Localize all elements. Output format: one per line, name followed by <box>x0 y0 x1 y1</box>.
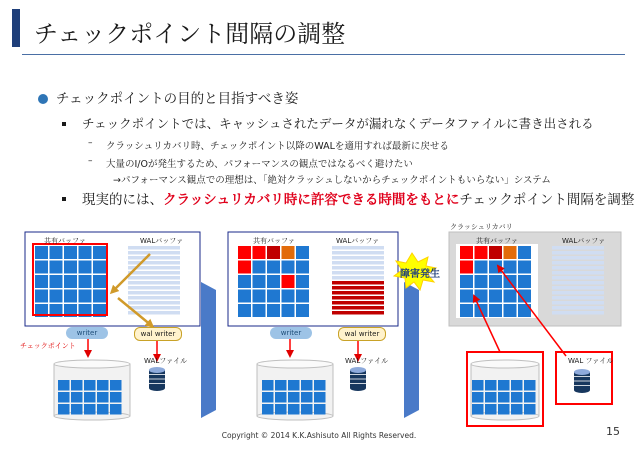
buffer-block <box>282 304 295 317</box>
wal-record <box>128 256 180 260</box>
buffer-block <box>301 404 313 415</box>
wal-buffer-label: WALバッファ <box>562 237 606 245</box>
checkpoint-label: チェックポイント <box>20 342 76 350</box>
buffer-block <box>253 304 266 317</box>
buffer-block <box>253 246 266 259</box>
wal-record <box>552 286 604 290</box>
buffer-block <box>511 404 523 415</box>
writer-process: writer <box>66 327 108 339</box>
buffer-block <box>267 275 280 288</box>
buffer-block <box>35 275 48 288</box>
buffer-block <box>275 380 287 391</box>
buffer-block <box>504 261 517 274</box>
buffer-block <box>296 290 309 303</box>
wal-file-icon <box>574 369 590 393</box>
wal-writer-process: wal writer <box>338 327 386 341</box>
buffer-block <box>35 290 48 303</box>
wal-can-top <box>350 367 366 373</box>
wal-record <box>128 261 180 265</box>
wal-record <box>552 266 604 270</box>
buffer-block <box>475 246 488 259</box>
buffer-block <box>282 290 295 303</box>
failure-label: 障害発生 <box>400 269 440 280</box>
wal-record <box>332 256 384 260</box>
buffer-block <box>50 246 63 259</box>
buffer-block <box>253 275 266 288</box>
buffer-block <box>498 392 510 403</box>
buffer-block <box>71 404 83 415</box>
buffer-block <box>485 380 497 391</box>
buffer-block <box>498 380 510 391</box>
buffer-block <box>475 275 488 288</box>
buffer-block <box>267 261 280 274</box>
wal-record <box>552 246 604 250</box>
buffer-block <box>58 404 70 415</box>
buffer-block <box>58 392 70 403</box>
buffer-block <box>93 261 106 274</box>
buffer-block <box>511 380 523 391</box>
wal-record <box>128 301 180 305</box>
buffer-block <box>296 304 309 317</box>
buffer-block <box>472 380 484 391</box>
buffer-block <box>511 392 523 403</box>
chevron-icon <box>404 282 419 418</box>
wal-record <box>552 271 604 275</box>
buffer-block <box>267 246 280 259</box>
shared-buffer-label: 共有バッファ <box>476 237 518 245</box>
buffer-block <box>518 246 531 259</box>
wal-record <box>552 281 604 285</box>
wal-record <box>128 296 180 300</box>
wal-writer-process: wal writer <box>134 327 182 341</box>
chevron-icon <box>201 282 216 418</box>
shared-buffer-label: 共有バッファ <box>44 237 86 245</box>
buffer-block <box>238 304 251 317</box>
buffer-block <box>301 392 313 403</box>
buffer-block <box>110 392 122 403</box>
buffer-block <box>267 304 280 317</box>
buffer-block <box>262 392 274 403</box>
wal-record <box>128 291 180 295</box>
wal-record <box>128 281 180 285</box>
buffer-block <box>288 392 300 403</box>
buffer-block <box>97 392 109 403</box>
copyright: Copyright © 2014 K.K.Ashisuto All Rights Reserved. <box>221 431 417 440</box>
wal-record <box>332 301 384 305</box>
point-2-prefix: 現実的には、 <box>82 192 163 208</box>
buffer-block <box>460 261 473 274</box>
buffer-block <box>296 246 309 259</box>
buffer-block <box>489 246 502 259</box>
buffer-block <box>314 380 326 391</box>
buffer-block <box>71 392 83 403</box>
buffer-block <box>84 404 96 415</box>
buffer-block <box>485 404 497 415</box>
wal-record <box>332 246 384 250</box>
buffer-block <box>64 246 77 259</box>
buffer-block <box>50 290 63 303</box>
panel-3 <box>456 244 612 426</box>
wal-record <box>552 256 604 260</box>
buffer-block <box>79 290 92 303</box>
buffer-block <box>489 290 502 303</box>
buffer-block <box>504 290 517 303</box>
buffer-block <box>296 275 309 288</box>
sub-point-2: 大量のI/Oが発生するため、パフォーマンスの観点ではなるべく避けたい <box>106 159 413 170</box>
buffer-block <box>84 380 96 391</box>
buffer-block <box>460 246 473 259</box>
buffer-block <box>460 290 473 303</box>
wal-record <box>128 251 180 255</box>
buffer-block <box>93 246 106 259</box>
buffer-block <box>282 275 295 288</box>
sub-point-2-note: →パフォーマンス観点での理想は、「絶対クラッシュしないからチェックポイントもいらない」システム <box>113 175 551 186</box>
buffer-block <box>524 392 536 403</box>
writer-process: writer <box>270 327 312 339</box>
buffer-block <box>97 380 109 391</box>
buffer-block <box>79 261 92 274</box>
buffer-block <box>288 380 300 391</box>
buffer-block <box>93 275 106 288</box>
buffer-block <box>238 275 251 288</box>
buffer-block <box>314 404 326 415</box>
dash-icon: – <box>88 138 93 148</box>
wal-record <box>128 276 180 280</box>
buffer-block <box>282 261 295 274</box>
buffer-block <box>518 275 531 288</box>
buffer-block <box>489 261 502 274</box>
buffer-block <box>64 290 77 303</box>
buffer-block <box>262 380 274 391</box>
buffer-block <box>35 246 48 259</box>
buffer-block <box>50 275 63 288</box>
wal-record <box>128 271 180 275</box>
wal-file-icon <box>350 367 366 391</box>
wal-buffer-label: WALバッファ <box>336 237 380 245</box>
buffer-block <box>58 380 70 391</box>
buffer-block <box>472 392 484 403</box>
point-2-highlight: クラッシュリカバリ時に許容できる時間をもとに <box>163 192 460 208</box>
wal-record <box>552 291 604 295</box>
buffer-block <box>460 304 473 317</box>
shared-buffer-label: 共有バッファ <box>253 237 295 245</box>
wal-record <box>552 301 604 305</box>
buffer-block <box>301 380 313 391</box>
buffer-block <box>275 404 287 415</box>
wal-record <box>332 276 384 280</box>
buffer-block <box>472 404 484 415</box>
wal-record <box>552 311 604 315</box>
buffer-block <box>84 392 96 403</box>
wal-record <box>332 291 384 295</box>
buffer-block <box>262 404 274 415</box>
buffer-block <box>79 246 92 259</box>
buffer-block <box>498 404 510 415</box>
point-2-suffix: チェックポイント間隔を調整 <box>459 192 635 208</box>
buffer-block <box>504 304 517 317</box>
buffer-block <box>282 246 295 259</box>
buffer-block <box>267 290 280 303</box>
wal-buffer-label: WALバッファ <box>140 237 184 245</box>
buffer-block <box>524 404 536 415</box>
buffer-block <box>79 275 92 288</box>
buffer-block <box>475 261 488 274</box>
wal-can-bottom <box>350 385 366 391</box>
buffer-block <box>238 290 251 303</box>
wal-record <box>552 276 604 280</box>
buffer-block <box>314 392 326 403</box>
buffer-block <box>460 275 473 288</box>
wal-record <box>332 271 384 275</box>
wal-record <box>552 296 604 300</box>
buffer-block <box>518 261 531 274</box>
buffer-block <box>296 261 309 274</box>
page-number: 15 <box>606 425 620 438</box>
buffer-block <box>253 261 266 274</box>
wal-can-top <box>149 367 165 373</box>
buffer-block <box>97 404 109 415</box>
buffer-block <box>288 404 300 415</box>
point-1: チェックポイントでは、キャッシュされたデータが漏れなくデータファイルに書き出される <box>82 116 594 131</box>
wal-file-label: WALファイル <box>144 357 188 365</box>
buffer-block <box>238 246 251 259</box>
buffer-block <box>71 380 83 391</box>
wal-record <box>128 306 180 310</box>
wal-record <box>332 286 384 290</box>
page-title: チェックポイント間隔の調整 <box>34 20 346 48</box>
buffer-block <box>275 392 287 403</box>
buffer-block <box>485 392 497 403</box>
buffer-block <box>504 246 517 259</box>
buffer-block <box>64 261 77 274</box>
buffer-block <box>489 304 502 317</box>
dash-icon: – <box>88 156 93 166</box>
buffer-block <box>489 275 502 288</box>
main-bullet: チェックポイントの目的と目指すべき姿 <box>56 91 299 107</box>
wal-record <box>332 266 384 270</box>
buffer-block <box>64 275 77 288</box>
buffer-block <box>524 380 536 391</box>
wal-can-bottom <box>149 385 165 391</box>
cylinder-top <box>471 360 539 368</box>
buffer-block <box>238 261 251 274</box>
wal-record <box>332 296 384 300</box>
wal-record <box>332 261 384 265</box>
wal-record <box>332 306 384 310</box>
crash-recovery-label: クラッシュリカバリ <box>450 223 513 231</box>
wal-record <box>128 246 180 250</box>
wal-record <box>552 306 604 310</box>
cylinder-top <box>54 360 130 368</box>
wal-file-icon <box>149 367 165 391</box>
buffer-block <box>110 380 122 391</box>
buffer-block <box>110 404 122 415</box>
wal-record <box>128 286 180 290</box>
buffer-block <box>50 261 63 274</box>
wal-record <box>552 251 604 255</box>
wal-record <box>332 311 384 315</box>
wal-can-bottom <box>574 387 590 393</box>
buffer-block <box>253 290 266 303</box>
wal-record <box>332 251 384 255</box>
wal-record <box>552 261 604 265</box>
wal-file-label: WALファイル <box>345 357 389 365</box>
wal-record <box>332 281 384 285</box>
buffer-block <box>35 261 48 274</box>
buffer-block <box>93 290 106 303</box>
cylinder-top <box>257 360 333 368</box>
wal-file-label: WAL ファイル <box>568 357 614 365</box>
wal-can-top <box>574 369 590 375</box>
sub-point-1: クラッシュリカバリ時、チェックポイント以降のWALを適用すれば最新に戻せる <box>106 141 449 152</box>
